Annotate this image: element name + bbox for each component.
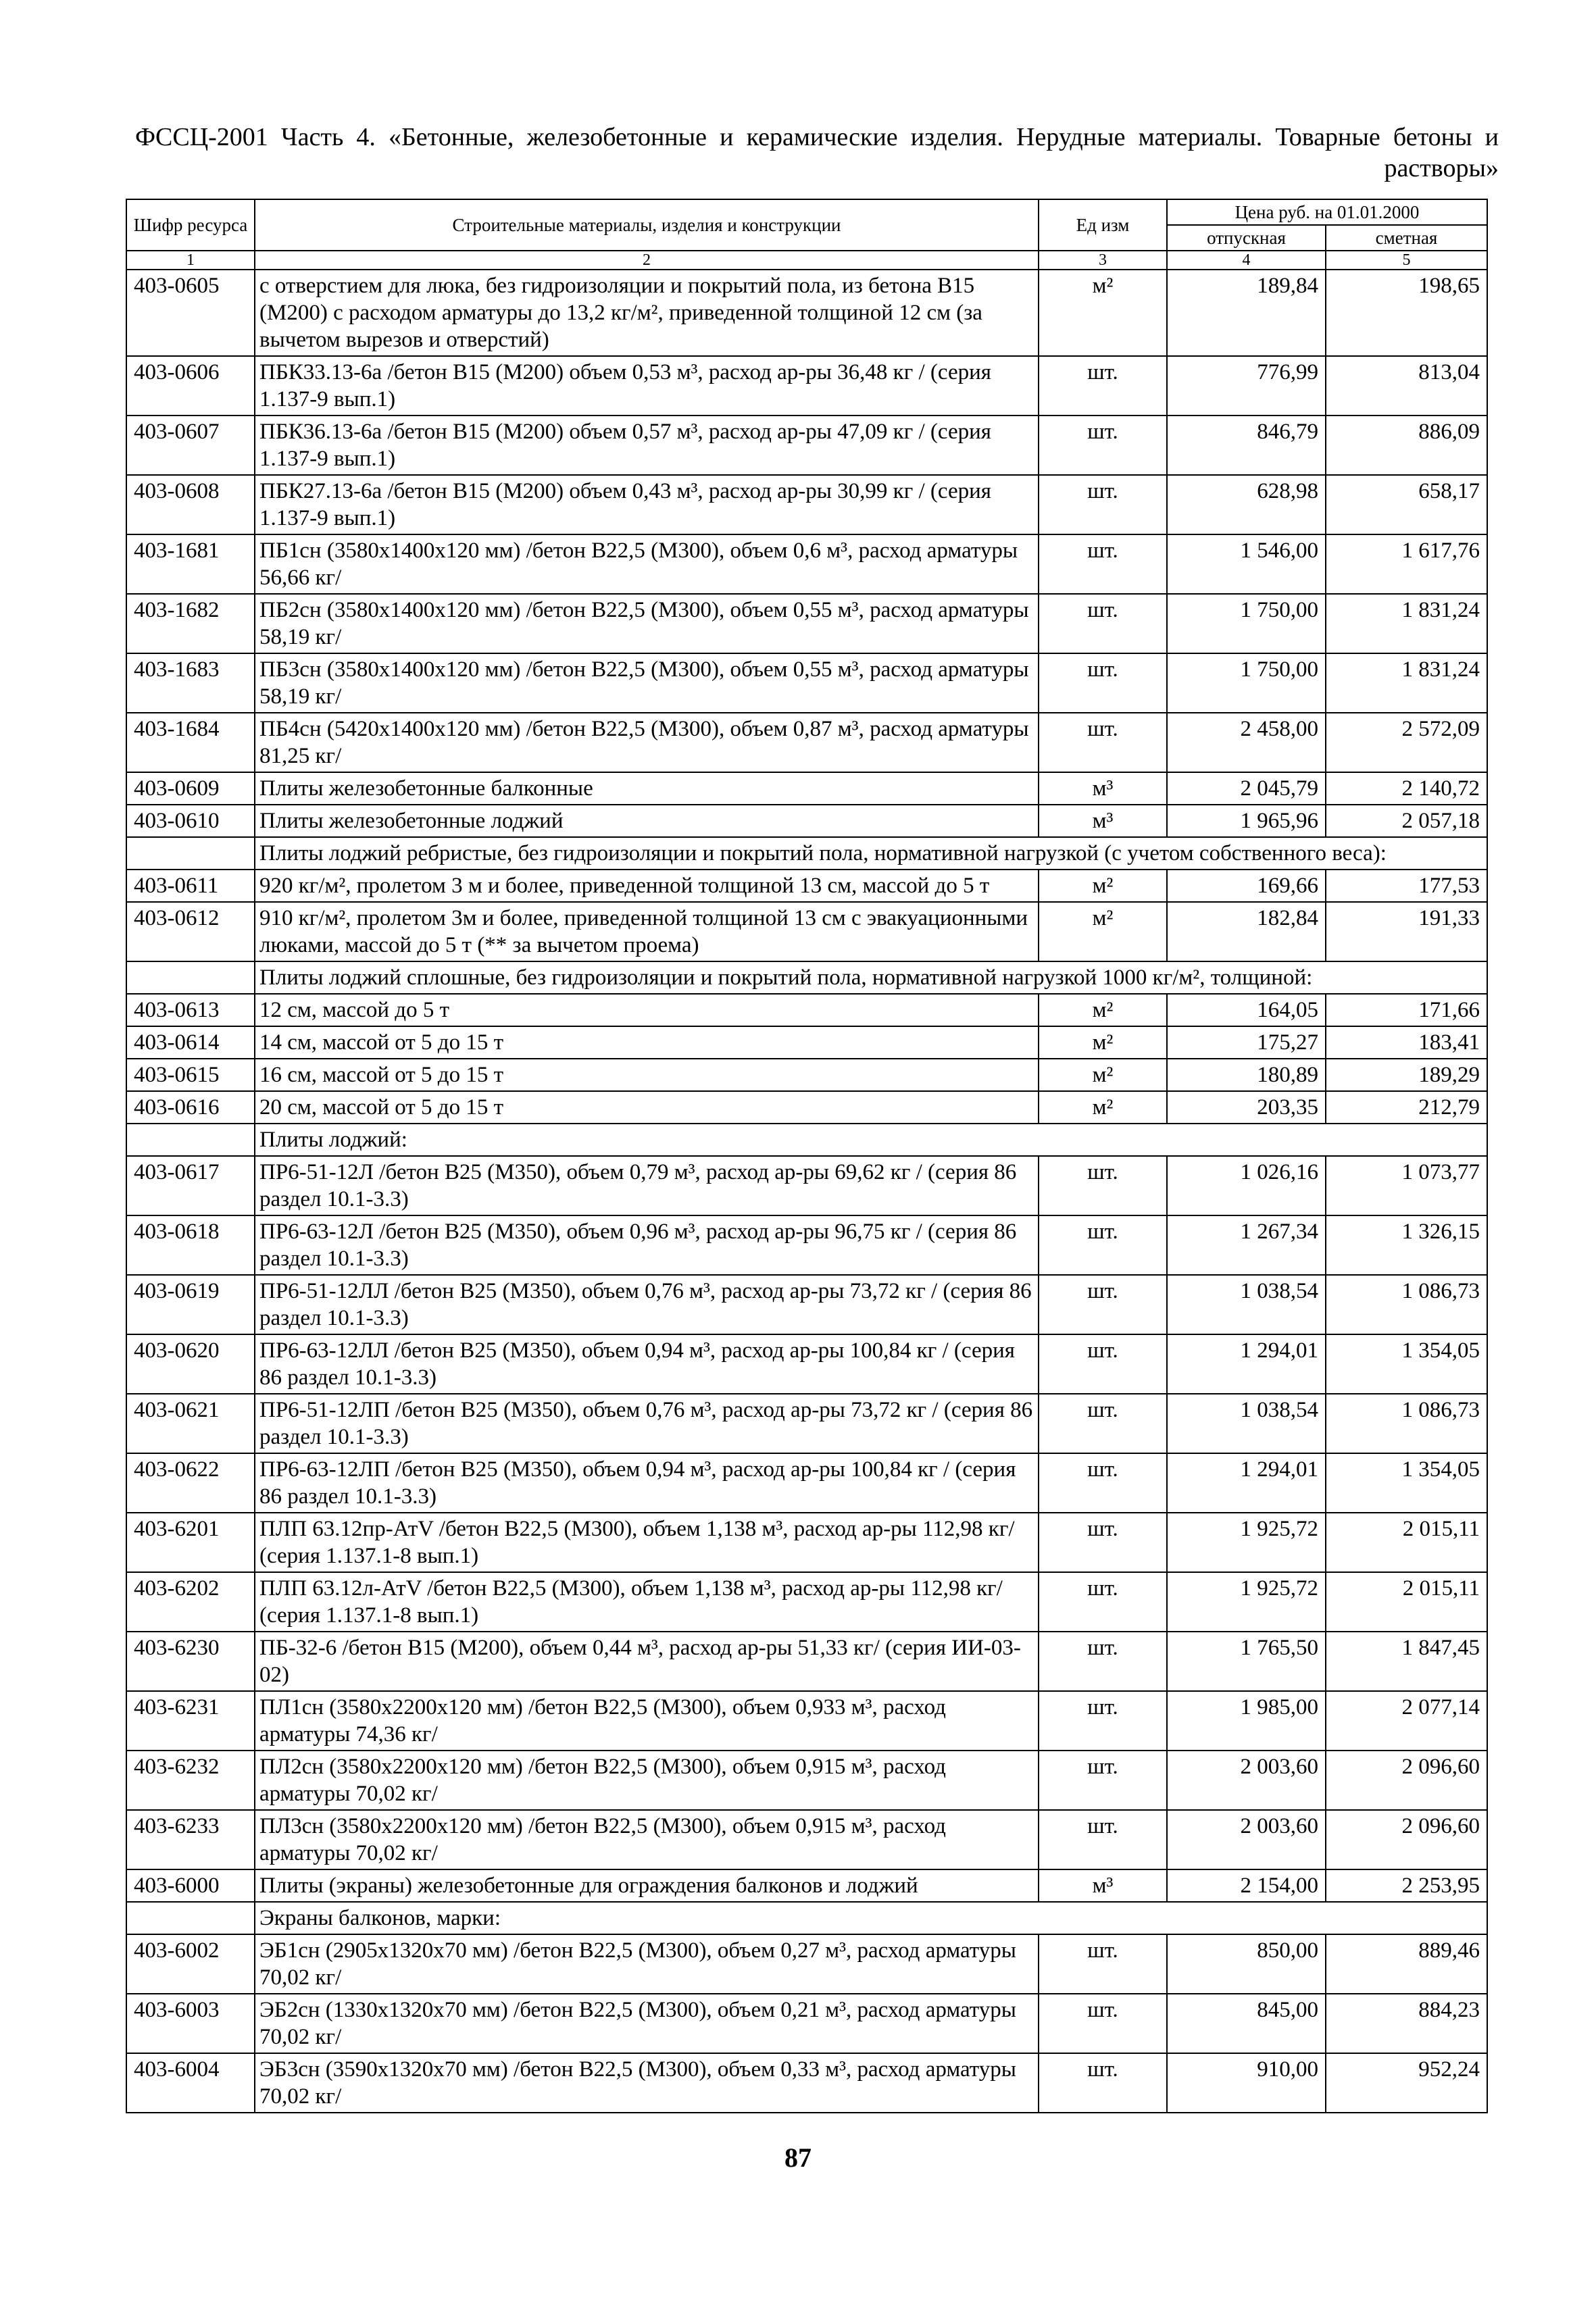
release-price-cell: 1 925,72 bbox=[1167, 1513, 1326, 1572]
release-price-cell: 1 038,54 bbox=[1167, 1275, 1326, 1334]
column-number: 5 bbox=[1326, 251, 1487, 270]
unit-cell: шт. bbox=[1039, 1394, 1167, 1453]
estimate-price-cell: 658,17 bbox=[1326, 475, 1487, 534]
unit-cell: м² bbox=[1039, 1026, 1167, 1059]
name-cell: Плиты железобетонные лоджий bbox=[255, 805, 1039, 837]
unit-cell: шт. bbox=[1039, 1810, 1167, 1869]
name-cell: ЭБ1сн (2905х1320х70 мм) /бетон В22,5 (М300), объем 0,27 м³, расход арматуры 70,02 кг/ bbox=[255, 1934, 1039, 1994]
release-price-cell: 1 294,01 bbox=[1167, 1334, 1326, 1394]
release-price-cell: 1 750,00 bbox=[1167, 594, 1326, 653]
unit-cell: м³ bbox=[1039, 805, 1167, 837]
table-row bbox=[126, 1513, 1487, 1572]
release-price-cell: 2 003,60 bbox=[1167, 1751, 1326, 1810]
code-cell: 403-0611 bbox=[126, 870, 255, 902]
name-cell: ПБ3сн (3580х1400х120 мм) /бетон В22,5 (М300), объем 0,55 м³, расход арматуры 58,19 кг/ bbox=[255, 653, 1039, 713]
unit-cell: шт. bbox=[1039, 1453, 1167, 1513]
name-cell: ПР6-63-12ЛЛ /бетон В25 (М350), объем 0,94 м³, расход ар-ры 100,84 кг / (серия 86 раздел 10.1-3.3) bbox=[255, 1334, 1039, 1394]
group-row bbox=[126, 1124, 1487, 1156]
group-code-cell bbox=[126, 1124, 255, 1156]
name-cell: 12 см, массой до 5 т bbox=[255, 994, 1039, 1026]
table-row bbox=[126, 902, 1487, 961]
table-row bbox=[126, 1026, 1487, 1059]
estimate-price-cell: 198,65 bbox=[1326, 270, 1487, 356]
table-row bbox=[126, 713, 1487, 772]
name-cell: ПЛ3сн (3580х2200х120 мм) /бетон В22,5 (М300), объем 0,915 м³, расход арматуры 70,02 кг/ bbox=[255, 1810, 1039, 1869]
release-price-cell: 910,00 bbox=[1167, 2053, 1326, 2113]
column-header-unit: Ед изм bbox=[1039, 199, 1167, 251]
estimate-price-cell: 1 354,05 bbox=[1326, 1334, 1487, 1394]
table-row bbox=[126, 475, 1487, 534]
release-price-cell: 2 003,60 bbox=[1167, 1810, 1326, 1869]
code-cell: 403-0622 bbox=[126, 1453, 255, 1513]
unit-cell: шт. bbox=[1039, 1215, 1167, 1275]
name-cell: ПБ4сн (5420х1400х120 мм) /бетон В22,5 (М300), объем 0,87 м³, расход арматуры 81,25 кг/ bbox=[255, 713, 1039, 772]
table-row bbox=[126, 1810, 1487, 1869]
table-row bbox=[126, 1091, 1487, 1124]
table-row bbox=[126, 594, 1487, 653]
name-cell: ПБ-32-6 /бетон В15 (М200), объем 0,44 м³, расход ар-ры 51,33 кг/ (серия ИИ-03-02) bbox=[255, 1632, 1039, 1691]
table-row bbox=[126, 270, 1487, 356]
release-price-cell: 1 985,00 bbox=[1167, 1691, 1326, 1751]
estimate-price-cell: 2 015,11 bbox=[1326, 1513, 1487, 1572]
name-cell: Плиты железобетонные балконные bbox=[255, 772, 1039, 805]
release-price-cell: 1 026,16 bbox=[1167, 1156, 1326, 1215]
release-price-cell: 846,79 bbox=[1167, 416, 1326, 475]
name-cell: ПР6-51-12Л /бетон В25 (М350), объем 0,79 м³, расход ар-ры 69,62 кг / (серия 86 раздел 10.1-3.3) bbox=[255, 1156, 1039, 1215]
unit-cell: шт. bbox=[1039, 475, 1167, 534]
unit-cell: шт. bbox=[1039, 1334, 1167, 1394]
unit-cell: шт. bbox=[1039, 416, 1167, 475]
code-cell: 403-1681 bbox=[126, 534, 255, 594]
unit-cell: м² bbox=[1039, 870, 1167, 902]
estimate-price-cell: 177,53 bbox=[1326, 870, 1487, 902]
group-row bbox=[126, 961, 1487, 994]
release-price-cell: 1 267,34 bbox=[1167, 1215, 1326, 1275]
unit-cell: шт. bbox=[1039, 1934, 1167, 1994]
release-price-cell: 850,00 bbox=[1167, 1934, 1326, 1994]
code-cell: 403-0608 bbox=[126, 475, 255, 534]
page-number: 87 bbox=[784, 2142, 812, 2173]
column-number: 3 bbox=[1039, 251, 1167, 270]
table-row bbox=[126, 653, 1487, 713]
release-price-cell: 1 294,01 bbox=[1167, 1453, 1326, 1513]
estimate-price-cell: 183,41 bbox=[1326, 1026, 1487, 1059]
column-header-estimate: сметная bbox=[1326, 225, 1487, 251]
estimate-price-cell: 171,66 bbox=[1326, 994, 1487, 1026]
release-price-cell: 1 965,96 bbox=[1167, 805, 1326, 837]
release-price-cell: 189,84 bbox=[1167, 270, 1326, 356]
table-row bbox=[126, 1394, 1487, 1453]
release-price-cell: 182,84 bbox=[1167, 902, 1326, 961]
name-cell: 910 кг/м², пролетом 3м и более, приведенной толщиной 13 см с эвакуационными люками, массой до 5 т (** за вычетом проема) bbox=[255, 902, 1039, 961]
unit-cell: шт. bbox=[1039, 713, 1167, 772]
unit-cell: шт. bbox=[1039, 2053, 1167, 2113]
code-cell: 403-0609 bbox=[126, 772, 255, 805]
estimate-price-cell: 2 253,95 bbox=[1326, 1869, 1487, 1902]
code-cell: 403-0619 bbox=[126, 1275, 255, 1334]
release-price-cell: 1 546,00 bbox=[1167, 534, 1326, 594]
column-number: 2 bbox=[255, 251, 1039, 270]
name-cell: ПЛ1сн (3580х2200х120 мм) /бетон В22,5 (М300), объем 0,933 м³, расход арматуры 74,36 кг/ bbox=[255, 1691, 1039, 1751]
table-row bbox=[126, 1632, 1487, 1691]
unit-cell: м³ bbox=[1039, 1869, 1167, 1902]
code-cell: 403-6233 bbox=[126, 1810, 255, 1869]
name-cell: 14 см, массой от 5 до 15 т bbox=[255, 1026, 1039, 1059]
name-cell: ПБК33.13-6а /бетон В15 (М200) объем 0,53 м³, расход ар-ры 36,48 кг / (серия 1.137-9 вып.1) bbox=[255, 356, 1039, 416]
unit-cell: шт. bbox=[1039, 1572, 1167, 1632]
group-row bbox=[126, 837, 1487, 870]
code-cell: 403-6230 bbox=[126, 1632, 255, 1691]
group-heading: Плиты лоджий: bbox=[255, 1124, 1487, 1156]
group-heading: Экраны балконов, марки: bbox=[255, 1902, 1487, 1934]
code-cell: 403-6004 bbox=[126, 2053, 255, 2113]
release-price-cell: 2 458,00 bbox=[1167, 713, 1326, 772]
code-cell: 403-0618 bbox=[126, 1215, 255, 1275]
estimate-price-cell: 884,23 bbox=[1326, 1994, 1487, 2053]
name-cell: ПР6-51-12ЛЛ /бетон В25 (М350), объем 0,76 м³, расход ар-ры 73,72 кг / (серия 86 раздел 10.1-3.3) bbox=[255, 1275, 1039, 1334]
unit-cell: м³ bbox=[1039, 772, 1167, 805]
table-row bbox=[126, 1934, 1487, 1994]
code-cell: 403-6000 bbox=[126, 1869, 255, 1902]
estimate-price-cell: 212,79 bbox=[1326, 1091, 1487, 1124]
table-row bbox=[126, 2053, 1487, 2113]
group-heading: Плиты лоджий сплошные, без гидроизоляции и покрытий пола, нормативной нагрузкой 1000 кг/м², толщиной: bbox=[255, 961, 1487, 994]
estimate-price-cell: 2 096,60 bbox=[1326, 1810, 1487, 1869]
name-cell: ПЛ2сн (3580х2200х120 мм) /бетон В22,5 (М300), объем 0,915 м³, расход арматуры 70,02 кг/ bbox=[255, 1751, 1039, 1810]
unit-cell: шт. bbox=[1039, 1751, 1167, 1810]
estimate-price-cell: 1 831,24 bbox=[1326, 594, 1487, 653]
unit-cell: шт. bbox=[1039, 1691, 1167, 1751]
estimate-price-cell: 2 057,18 bbox=[1326, 805, 1487, 837]
unit-cell: м² bbox=[1039, 1091, 1167, 1124]
group-code-cell bbox=[126, 837, 255, 870]
estimate-price-cell: 886,09 bbox=[1326, 416, 1487, 475]
unit-cell: шт. bbox=[1039, 653, 1167, 713]
code-cell: 403-0616 bbox=[126, 1091, 255, 1124]
release-price-cell: 845,00 bbox=[1167, 1994, 1326, 2053]
estimate-price-cell: 191,33 bbox=[1326, 902, 1487, 961]
code-cell: 403-1684 bbox=[126, 713, 255, 772]
table-row bbox=[126, 1453, 1487, 1513]
release-price-cell: 628,98 bbox=[1167, 475, 1326, 534]
unit-cell: шт. bbox=[1039, 1156, 1167, 1215]
unit-cell: шт. bbox=[1039, 1513, 1167, 1572]
name-cell: ПР6-63-12Л /бетон В25 (М350), объем 0,96 м³, расход ар-ры 96,75 кг / (серия 86 раздел 10.1-3.3) bbox=[255, 1215, 1039, 1275]
estimate-price-cell: 189,29 bbox=[1326, 1059, 1487, 1091]
estimate-price-cell: 1 831,24 bbox=[1326, 653, 1487, 713]
unit-cell: шт. bbox=[1039, 1275, 1167, 1334]
name-cell: ПБК36.13-6а /бетон В15 (М200) объем 0,57 м³, расход ар-ры 47,09 кг / (серия 1.137-9 вып.1) bbox=[255, 416, 1039, 475]
code-cell: 403-1682 bbox=[126, 594, 255, 653]
estimate-price-cell: 2 077,14 bbox=[1326, 1691, 1487, 1751]
estimate-price-cell: 1 354,05 bbox=[1326, 1453, 1487, 1513]
release-price-cell: 169,66 bbox=[1167, 870, 1326, 902]
name-cell: ПБ1сн (3580х1400х120 мм) /бетон В22,5 (М300), объем 0,6 м³, расход арматуры 56,66 кг/ bbox=[255, 534, 1039, 594]
name-cell: Плиты (экраны) железобетонные для ограждения балконов и лоджий bbox=[255, 1869, 1039, 1902]
estimate-price-cell: 2 140,72 bbox=[1326, 772, 1487, 805]
table-row bbox=[126, 1334, 1487, 1394]
table-row bbox=[126, 416, 1487, 475]
release-price-cell: 1 765,50 bbox=[1167, 1632, 1326, 1691]
estimate-price-cell: 952,24 bbox=[1326, 2053, 1487, 2113]
estimate-price-cell: 1 326,15 bbox=[1326, 1215, 1487, 1275]
name-cell: ПЛП 63.12пр-АтV /бетон В22,5 (М300), объем 1,138 м³, расход ар-ры 112,98 кг/ (серия 1.137.1-8 вып.1) bbox=[255, 1513, 1039, 1572]
release-price-cell: 1 038,54 bbox=[1167, 1394, 1326, 1453]
group-heading: Плиты лоджий ребристые, без гидроизоляции и покрытий пола, нормативной нагрузкой (с учетом собственного веса): bbox=[255, 837, 1487, 870]
code-cell: 403-6231 bbox=[126, 1691, 255, 1751]
column-number: 1 bbox=[126, 251, 255, 270]
unit-cell: м² bbox=[1039, 902, 1167, 961]
column-number: 4 bbox=[1167, 251, 1326, 270]
unit-cell: м² bbox=[1039, 994, 1167, 1026]
name-cell: ЭБ3сн (3590х1320х70 мм) /бетон В22,5 (М300), объем 0,33 м³, расход арматуры 70,02 кг/ bbox=[255, 2053, 1039, 2113]
table-row bbox=[126, 805, 1487, 837]
table-row bbox=[126, 1059, 1487, 1091]
code-cell: 403-0617 bbox=[126, 1156, 255, 1215]
name-cell: ПР6-63-12ЛП /бетон В25 (М350), объем 0,94 м³, расход ар-ры 100,84 кг / (серия 86 раздел 10.1-3.3) bbox=[255, 1453, 1039, 1513]
table-row bbox=[126, 1994, 1487, 2053]
estimate-price-cell: 1 086,73 bbox=[1326, 1275, 1487, 1334]
table-row bbox=[126, 1572, 1487, 1632]
unit-cell: м² bbox=[1039, 1059, 1167, 1091]
unit-cell: шт. bbox=[1039, 1632, 1167, 1691]
code-cell: 403-0606 bbox=[126, 356, 255, 416]
group-row bbox=[126, 1902, 1487, 1934]
release-price-cell: 180,89 bbox=[1167, 1059, 1326, 1091]
table-row bbox=[126, 772, 1487, 805]
estimate-price-cell: 2 572,09 bbox=[1326, 713, 1487, 772]
code-cell: 403-6201 bbox=[126, 1513, 255, 1572]
column-header-code: Шифр ресурса bbox=[126, 199, 255, 251]
code-cell: 403-0613 bbox=[126, 994, 255, 1026]
code-cell: 403-0614 bbox=[126, 1026, 255, 1059]
group-code-cell bbox=[126, 961, 255, 994]
release-price-cell: 1 750,00 bbox=[1167, 653, 1326, 713]
table-row bbox=[126, 1156, 1487, 1215]
unit-cell: шт. bbox=[1039, 594, 1167, 653]
column-header-price: Цена руб. на 01.01.2000 bbox=[1167, 199, 1487, 225]
table-row bbox=[126, 994, 1487, 1026]
estimate-price-cell: 813,04 bbox=[1326, 356, 1487, 416]
name-cell: 16 см, массой от 5 до 15 т bbox=[255, 1059, 1039, 1091]
estimate-price-cell: 1 617,76 bbox=[1326, 534, 1487, 594]
code-cell: 403-1683 bbox=[126, 653, 255, 713]
name-cell: 920 кг/м², пролетом 3 м и более, приведенной толщиной 13 см, массой до 5 т bbox=[255, 870, 1039, 902]
release-price-cell: 175,27 bbox=[1167, 1026, 1326, 1059]
code-cell: 403-0620 bbox=[126, 1334, 255, 1394]
table-row bbox=[126, 1215, 1487, 1275]
code-cell: 403-6002 bbox=[126, 1934, 255, 1994]
table-row bbox=[126, 1691, 1487, 1751]
code-cell: 403-0607 bbox=[126, 416, 255, 475]
page-title: ФССЦ-2001 Часть 4. «Бетонные, железобетонные и керамические изделия. Нерудные материалы. Товарные бетоны и растворы» bbox=[135, 123, 1499, 182]
code-cell: 403-0615 bbox=[126, 1059, 255, 1091]
column-header-release: отпускная bbox=[1167, 225, 1326, 251]
name-cell: ПБ2сн (3580х1400х120 мм) /бетон В22,5 (М300), объем 0,55 м³, расход арматуры 58,19 кг/ bbox=[255, 594, 1039, 653]
name-cell: ПБК27.13-6а /бетон В15 (М200) объем 0,43 м³, расход ар-ры 30,99 кг / (серия 1.137-9 вып.1) bbox=[255, 475, 1039, 534]
estimate-price-cell: 2 096,60 bbox=[1326, 1751, 1487, 1810]
table-body bbox=[126, 270, 1487, 2113]
unit-cell: м² bbox=[1039, 270, 1167, 356]
code-cell: 403-6003 bbox=[126, 1994, 255, 2053]
table-row bbox=[126, 870, 1487, 902]
code-cell: 403-0605 bbox=[126, 270, 255, 356]
code-cell: 403-0621 bbox=[126, 1394, 255, 1453]
release-price-cell: 1 925,72 bbox=[1167, 1572, 1326, 1632]
release-price-cell: 2 154,00 bbox=[1167, 1869, 1326, 1902]
table-row bbox=[126, 1751, 1487, 1810]
estimate-price-cell: 2 015,11 bbox=[1326, 1572, 1487, 1632]
release-price-cell: 164,05 bbox=[1167, 994, 1326, 1026]
price-table bbox=[126, 199, 1488, 2113]
table-row bbox=[126, 1275, 1487, 1334]
unit-cell: шт. bbox=[1039, 534, 1167, 594]
table-row bbox=[126, 534, 1487, 594]
code-cell: 403-0612 bbox=[126, 902, 255, 961]
unit-cell: шт. bbox=[1039, 1994, 1167, 2053]
estimate-price-cell: 1 086,73 bbox=[1326, 1394, 1487, 1453]
unit-cell: шт. bbox=[1039, 356, 1167, 416]
name-cell: ПЛП 63.12л-АтV /бетон В22,5 (М300), объем 1,138 м³, расход ар-ры 112,98 кг/ (серия 1.137.1-8 вып.1) bbox=[255, 1572, 1039, 1632]
table-row bbox=[126, 356, 1487, 416]
estimate-price-cell: 1 847,45 bbox=[1326, 1632, 1487, 1691]
name-cell: ЭБ2сн (1330х1320х70 мм) /бетон В22,5 (М300), объем 0,21 м³, расход арматуры 70,02 кг/ bbox=[255, 1994, 1039, 2053]
release-price-cell: 2 045,79 bbox=[1167, 772, 1326, 805]
group-code-cell bbox=[126, 1902, 255, 1934]
code-cell: 403-6202 bbox=[126, 1572, 255, 1632]
estimate-price-cell: 1 073,77 bbox=[1326, 1156, 1487, 1215]
code-cell: 403-0610 bbox=[126, 805, 255, 837]
name-cell: с отверстием для люка, без гидроизоляции и покрытий пола, из бетона В15 (М200) с расходом арматуры до 13,2 кг/м², приведенной толщиной 12 см (за вычетом вырезов и отверстий) bbox=[255, 270, 1039, 356]
table-row bbox=[126, 1869, 1487, 1902]
column-header-name: Строительные материалы, изделия и конструкции bbox=[255, 199, 1039, 251]
release-price-cell: 776,99 bbox=[1167, 356, 1326, 416]
release-price-cell: 203,35 bbox=[1167, 1091, 1326, 1124]
name-cell: 20 см, массой от 5 до 15 т bbox=[255, 1091, 1039, 1124]
estimate-price-cell: 889,46 bbox=[1326, 1934, 1487, 1994]
code-cell: 403-6232 bbox=[126, 1751, 255, 1810]
name-cell: ПР6-51-12ЛП /бетон В25 (М350), объем 0,76 м³, расход ар-ры 73,72 кг / (серия 86 раздел 10.1-3.3) bbox=[255, 1394, 1039, 1453]
